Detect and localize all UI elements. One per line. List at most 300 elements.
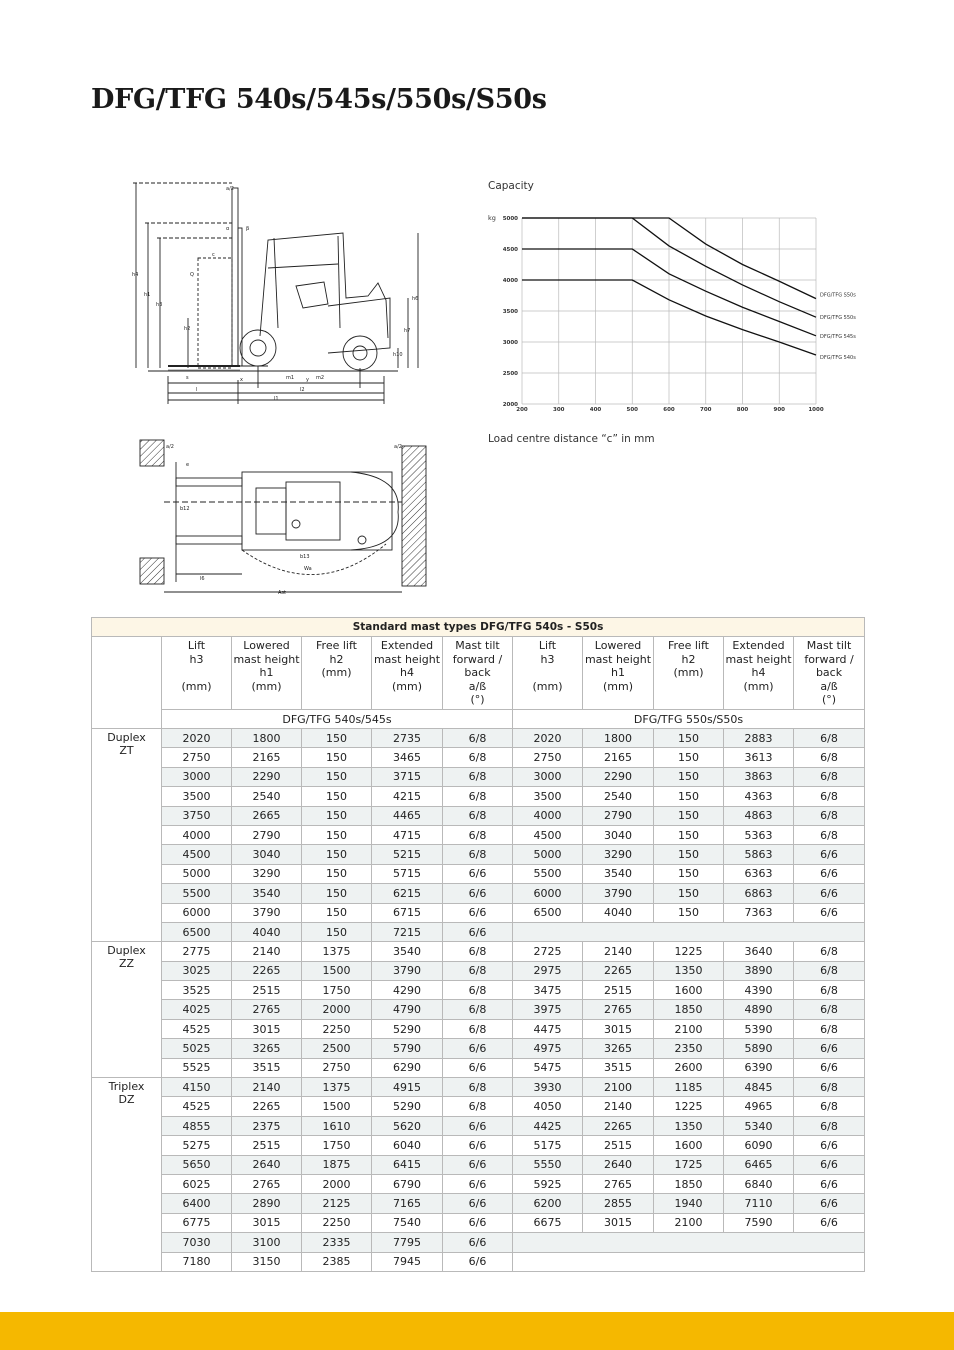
table-row [92,1039,865,1058]
x-tick-label: 800 [736,407,749,413]
page-title: DFG/TFG 540s/545s/550s/S50s [91,84,547,115]
table-row [92,1078,865,1097]
table-cell: 2125 [302,1194,372,1213]
table-cell: 2265 [583,1116,654,1135]
table-cell: 6/8 [794,1019,865,1038]
table-cell: 5500 [162,884,232,903]
empty-cell [513,1233,865,1252]
table-cell: 2250 [302,1213,372,1232]
table-cell: 5863 [724,845,794,864]
column-header-line: Mast tilt [455,639,500,652]
column-header-line: h1 [259,666,274,679]
table-cell: 150 [302,903,372,922]
table-row [92,1058,865,1077]
table-cell: 5550 [513,1155,583,1174]
table-cell: 3000 [513,767,583,786]
table-cell: 3500 [162,787,232,806]
table-cell: 2665 [232,806,302,825]
column-header [654,637,724,710]
table-cell: 2515 [583,981,654,1000]
column-header [443,637,513,710]
table-cell: 5025 [162,1039,232,1058]
column-header-line: (mm) [743,679,774,693]
table-cell: 3265 [232,1039,302,1058]
svg-text:Wa: Wa [304,566,312,572]
table-cell: 1375 [302,942,372,961]
svg-text:l1: l1 [274,396,279,402]
table-cell: 1800 [232,729,302,748]
table-cell: 6/8 [794,961,865,980]
table-cell: 4715 [372,825,443,844]
table-cell: 6/8 [443,942,513,961]
column-header-line: h3 [540,652,555,666]
table-cell: 3290 [232,864,302,883]
svg-text:a/2: a/2 [394,444,402,450]
table-cell: 6200 [513,1194,583,1213]
svg-text:h3: h3 [156,302,163,308]
table-cell: 6/6 [794,864,865,883]
chart-title: Capacity [488,180,534,192]
table-cell: 7180 [162,1252,232,1271]
svg-text:Q: Q [190,272,194,278]
table-cell: 4025 [162,1000,232,1019]
table-row [92,1194,865,1213]
table-cell: 6775 [162,1213,232,1232]
table-cell: 1940 [654,1194,724,1213]
table-cell: 6/6 [794,1155,865,1174]
table-cell: 5890 [724,1039,794,1058]
table-row [92,942,865,961]
chart-plot [486,190,866,435]
table-cell: 3000 [162,767,232,786]
svg-text:l: l [196,387,198,393]
column-header-line: mast height [233,652,300,666]
column-header-line: (mm) [181,679,212,693]
svg-text:β: β [246,226,250,232]
table-cell: 4050 [513,1097,583,1116]
svg-text:h6: h6 [412,296,419,302]
table-cell: 2265 [232,1097,302,1116]
table-cell: 6715 [372,903,443,922]
series-label: DFG/TFG 550s [820,315,856,322]
table-cell: 150 [654,864,724,883]
column-header-line: h3 [189,652,204,666]
column-header-line: Extended [380,639,434,652]
table-cell: 6/6 [443,1252,513,1271]
table-cell: 5390 [724,1019,794,1038]
table-cell: 5290 [372,1097,443,1116]
table-cell: 3890 [724,961,794,980]
table-cell: 2500 [302,1039,372,1058]
table-cell: 6/8 [443,1078,513,1097]
column-header-line: (mm) [532,679,563,693]
column-header-line: forward / [452,652,503,666]
column-header [302,637,372,710]
footer-accent-bar [0,1312,954,1350]
column-header-line: forward / [804,652,854,666]
table-cell: 1750 [302,1136,372,1155]
table-row [92,1252,865,1271]
column-header [724,637,794,710]
table-cell: 6/8 [794,1097,865,1116]
table-cell: 3715 [372,767,443,786]
column-header [794,637,865,710]
table-cell: 2750 [302,1058,372,1077]
table-cell: 3015 [232,1213,302,1232]
svg-text:l2: l2 [300,387,305,393]
table-cell: 2290 [583,767,654,786]
table-cell: 6/8 [794,942,865,961]
table-cell: 150 [654,748,724,767]
table-cell: 2350 [654,1039,724,1058]
svg-text:y: y [306,377,309,383]
table-cell: 5650 [162,1155,232,1174]
table-cell: 4855 [162,1116,232,1135]
mast-type-cell [92,942,162,1078]
chart-x-label: Load centre distance “c” in mm [488,433,655,445]
table-cell: 6/6 [443,1174,513,1193]
table-cell: 1375 [302,1078,372,1097]
table-cell: 6/6 [794,1136,865,1155]
svg-text:h2: h2 [184,326,191,332]
table-cell: 2265 [232,961,302,980]
table-cell: 6/8 [794,806,865,825]
table-cell: 4425 [513,1116,583,1135]
table-cell: 6/6 [794,884,865,903]
model-label-left: DFG/TFG 540s/545s [162,710,513,729]
table-row [92,903,865,922]
table-cell: 3525 [162,981,232,1000]
table-cell: 4363 [724,787,794,806]
table-cell: 3500 [513,787,583,806]
table-row [92,981,865,1000]
table-cell: 1350 [654,1116,724,1135]
table-cell: 4790 [372,1000,443,1019]
table-cell: 2140 [583,942,654,961]
table-cell: 5715 [372,864,443,883]
table-cell: 4150 [162,1078,232,1097]
mast-type-label: Triplex [108,1080,145,1094]
column-header-line: (mm) [673,666,704,679]
table-cell: 150 [302,884,372,903]
table-cell: 6/6 [443,1213,513,1232]
table-cell: 2883 [724,729,794,748]
table-cell: 2790 [232,825,302,844]
table-cell: 5175 [513,1136,583,1155]
table-cell: 6/6 [443,884,513,903]
table-cell: 7590 [724,1213,794,1232]
table-cell: 3465 [372,748,443,767]
table-cell: 5340 [724,1116,794,1135]
table-cell: 2765 [232,1174,302,1193]
table-cell: 1225 [654,942,724,961]
svg-text:m2: m2 [316,375,325,381]
y-tick-label: 3500 [502,309,518,315]
table-row [92,1097,865,1116]
y-tick-label: 4500 [502,247,518,253]
table-cell: 5500 [513,864,583,883]
table-cell: 7030 [162,1233,232,1252]
table-cell: 4863 [724,806,794,825]
table-cell: 4975 [513,1039,583,1058]
table-cell: 7110 [724,1194,794,1213]
table-cell: 2140 [232,1078,302,1097]
table-cell: 5475 [513,1058,583,1077]
table-cell: 6215 [372,884,443,903]
table-cell: 150 [302,845,372,864]
table-cell: 6040 [372,1136,443,1155]
table-cell: 6290 [372,1058,443,1077]
table-cell: 6/8 [443,1000,513,1019]
table-cell: 6/6 [794,1194,865,1213]
y-tick-label: 3000 [502,340,518,346]
svg-text:e: e [186,462,190,468]
column-header-line: (°) [821,693,837,706]
svg-text:h7: h7 [404,328,411,334]
table-cell: 150 [654,767,724,786]
table-row [92,922,865,941]
table-cell: 1750 [302,981,372,1000]
table-cell: 6790 [372,1174,443,1193]
table-cell: 2735 [372,729,443,748]
table-cell: 150 [302,767,372,786]
column-header-line: Extended [732,639,785,652]
table-row [92,1136,865,1155]
table-cell: 6/8 [794,825,865,844]
capacity-chart [486,178,866,448]
table-cell: 3290 [583,845,654,864]
table-cell: 2540 [232,787,302,806]
table-cell: 3040 [583,825,654,844]
table-cell: 6/8 [794,1116,865,1135]
table-cell: 7945 [372,1252,443,1271]
svg-text:h1: h1 [144,292,151,298]
x-tick-label: 600 [663,407,675,413]
table-cell: 7363 [724,903,794,922]
table-cell: 1875 [302,1155,372,1174]
svg-text:s: s [186,375,189,381]
x-tick-label: 700 [700,407,712,413]
table-cell: 3975 [513,1000,583,1019]
table-cell: 2775 [162,942,232,961]
x-tick-label: 200 [516,407,528,413]
table-cell: 3750 [162,806,232,825]
table-cell: 6/8 [794,748,865,767]
table-cell: 2375 [232,1116,302,1135]
table-cell: 2250 [302,1019,372,1038]
table-cell: 6/6 [443,1116,513,1135]
table-row [92,1233,865,1252]
table-cell: 1500 [302,1097,372,1116]
table-cell: 7215 [372,922,443,941]
table-cell: 3015 [583,1213,654,1232]
table-cell: 2640 [583,1155,654,1174]
table-cell: 2515 [232,1136,302,1155]
table-cell: 2100 [583,1078,654,1097]
column-header-line: Free lift [668,639,709,652]
svg-text:a/2: a/2 [226,186,234,192]
y-tick-label: 4000 [502,278,518,284]
mast-type-label: Duplex [107,731,146,744]
table-cell: 4040 [583,903,654,922]
table-cell: 3640 [724,942,794,961]
column-header [583,637,654,710]
table-cell: 7540 [372,1213,443,1232]
column-header-line: h4 [400,666,414,679]
column-header-line: h4 [751,666,766,679]
table-cell: 3540 [232,884,302,903]
table-cell: 5525 [162,1058,232,1077]
table-cell: 2140 [583,1097,654,1116]
model-label-right: DFG/TFG 550s/S50s [513,710,865,729]
table-cell: 3790 [232,903,302,922]
table-cell: 2290 [232,767,302,786]
table-cell: 6/8 [794,767,865,786]
table-cell: 7165 [372,1194,443,1213]
table-cell: 6/6 [794,1058,865,1077]
column-header-line: mast height [584,652,652,666]
svg-text:l6: l6 [200,576,205,582]
table-cell: 6/6 [443,1233,513,1252]
table-cell: 4845 [724,1078,794,1097]
table-cell: 150 [654,806,724,825]
column-header-line: (°) [470,693,485,706]
table-cell: 2600 [654,1058,724,1077]
x-tick-label: 1000 [808,407,824,413]
table-cell: 2100 [654,1213,724,1232]
table-row [92,864,865,883]
top-view-drawing [136,432,432,596]
table-cell: 6/6 [443,1194,513,1213]
table-cell: 2765 [583,1000,654,1019]
table-cell: 1600 [654,1136,724,1155]
column-header-line: Free lift [316,639,357,652]
table-cell: 6/6 [443,1155,513,1174]
table-row [92,1213,865,1232]
table-cell: 6/8 [443,767,513,786]
table-cell: 150 [302,806,372,825]
table-cell: 3015 [232,1019,302,1038]
table-cell: 6/8 [443,981,513,1000]
table-caption: Standard mast types DFG/TFG 540s - S50s [92,618,865,637]
table-cell: 4215 [372,787,443,806]
column-header-line: Lowered [243,639,290,652]
table-row [92,748,865,767]
table-cell: 6/6 [443,864,513,883]
column-header-line: back [464,666,491,679]
table-cell: 5000 [162,864,232,883]
table-cell: 1850 [654,1000,724,1019]
table-cell: 6363 [724,864,794,883]
table-row [92,1155,865,1174]
table-cell: 2000 [302,1174,372,1193]
table-cell: 1610 [302,1116,372,1135]
table-cell: 2515 [232,981,302,1000]
table-row [92,787,865,806]
svg-text:b13: b13 [300,554,310,560]
table-cell: 2265 [583,961,654,980]
y-tick-label: 5000 [502,216,518,222]
mast-spec-table [91,617,865,1272]
table-cell: 6/6 [443,1058,513,1077]
table-cell: 6400 [162,1194,232,1213]
table-cell: 2540 [583,787,654,806]
x-tick-label: 400 [589,407,602,413]
series-label: DFG/TFG 540s [820,355,856,362]
table-cell: 2165 [232,748,302,767]
svg-text:α: α [226,226,230,232]
column-header-line: Lift [187,639,206,652]
table-cell: 1800 [583,729,654,748]
table-cell: 6/6 [794,1174,865,1193]
table-cell: 150 [654,729,724,748]
table-cell: 2515 [583,1136,654,1155]
svg-text:x: x [240,377,243,383]
table-cell: 150 [302,729,372,748]
table-row [92,729,865,748]
table-cell: 2140 [232,942,302,961]
table-cell: 2385 [302,1252,372,1271]
table-cell: 150 [302,864,372,883]
table-cell: 2335 [302,1233,372,1252]
table-cell: 6000 [513,884,583,903]
table-cell: 3540 [372,942,443,961]
table-cell: 6390 [724,1058,794,1077]
table-cell: 6/6 [794,903,865,922]
table-cell: 6090 [724,1136,794,1155]
table-cell: 2750 [162,748,232,767]
table-cell: 4475 [513,1019,583,1038]
table-row [92,845,865,864]
table-cell: 6/8 [794,981,865,1000]
column-header [232,637,302,710]
table-cell: 3613 [724,748,794,767]
table-cell: 2855 [583,1194,654,1213]
table-cell: 3150 [232,1252,302,1271]
table-cell: 6/8 [443,729,513,748]
mast-type-label: DZ [118,1093,135,1107]
table-cell: 6/8 [443,1097,513,1116]
table-cell: 6/6 [794,1213,865,1232]
table-cell: 1225 [654,1097,724,1116]
table-cell: 4390 [724,981,794,1000]
mast-type-cell [92,729,162,942]
table-cell: 4000 [513,806,583,825]
column-header-line: (mm) [321,666,352,679]
table-cell: 6/6 [443,1136,513,1155]
column-header-line: (mm) [251,679,282,693]
empty-cell [513,1252,865,1271]
table-cell: 4290 [372,981,443,1000]
table-cell: 4040 [232,922,302,941]
mast-type-label: ZZ [118,957,135,971]
table-cell: 2020 [162,729,232,748]
table-cell: 3475 [513,981,583,1000]
empty-cell [513,922,865,941]
table-cell: 3540 [583,864,654,883]
table-cell: 3515 [232,1058,302,1077]
table-cell: 6/6 [443,922,513,941]
table-cell: 1185 [654,1078,724,1097]
table-cell: 6/8 [443,825,513,844]
table-cell: 6415 [372,1155,443,1174]
table-cell: 1350 [654,961,724,980]
column-header-line: Lowered [594,639,642,652]
x-tick-label: 900 [773,407,785,413]
table-cell: 2750 [513,748,583,767]
column-header-line: mast height [373,652,441,666]
svg-text:c: c [212,252,215,258]
